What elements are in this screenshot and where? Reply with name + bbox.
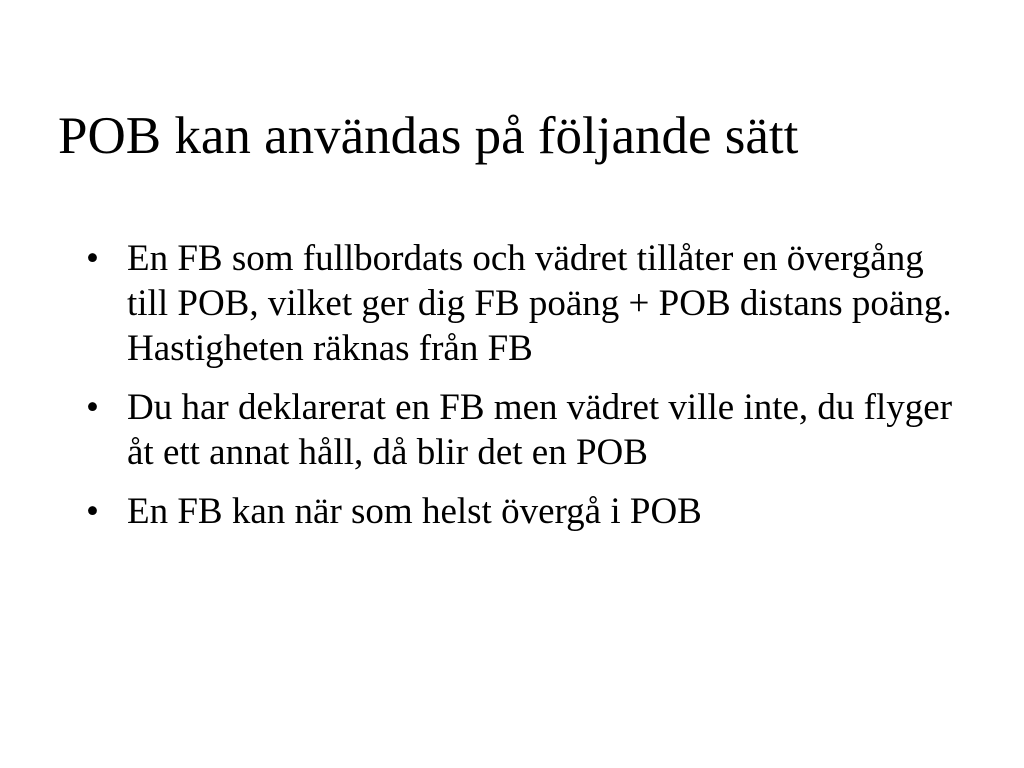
slide-title: POB kan användas på följande sätt — [58, 107, 799, 165]
bullet-point-icon: • — [86, 491, 99, 532]
bullet-point-icon: • — [86, 387, 99, 428]
bullet-item — [82, 489, 962, 534]
bullet-point-icon: • — [86, 238, 99, 279]
bullet-item — [82, 236, 962, 371]
bullet-text: En FB som fullbordats och vädret tillåter en övergång till POB, vilket ger dig FB poäng + POB distans poäng. Hastigheten räknas från FB — [127, 238, 952, 369]
bullet-item — [82, 385, 962, 475]
bullet-text: Du har deklarerat en FB men vädret ville inte, du flyger åt ett annat håll, då blir det en POB — [127, 387, 953, 473]
bullet-list — [82, 236, 962, 548]
bullet-text: En FB kan när som helst övergå i POB — [127, 491, 702, 532]
